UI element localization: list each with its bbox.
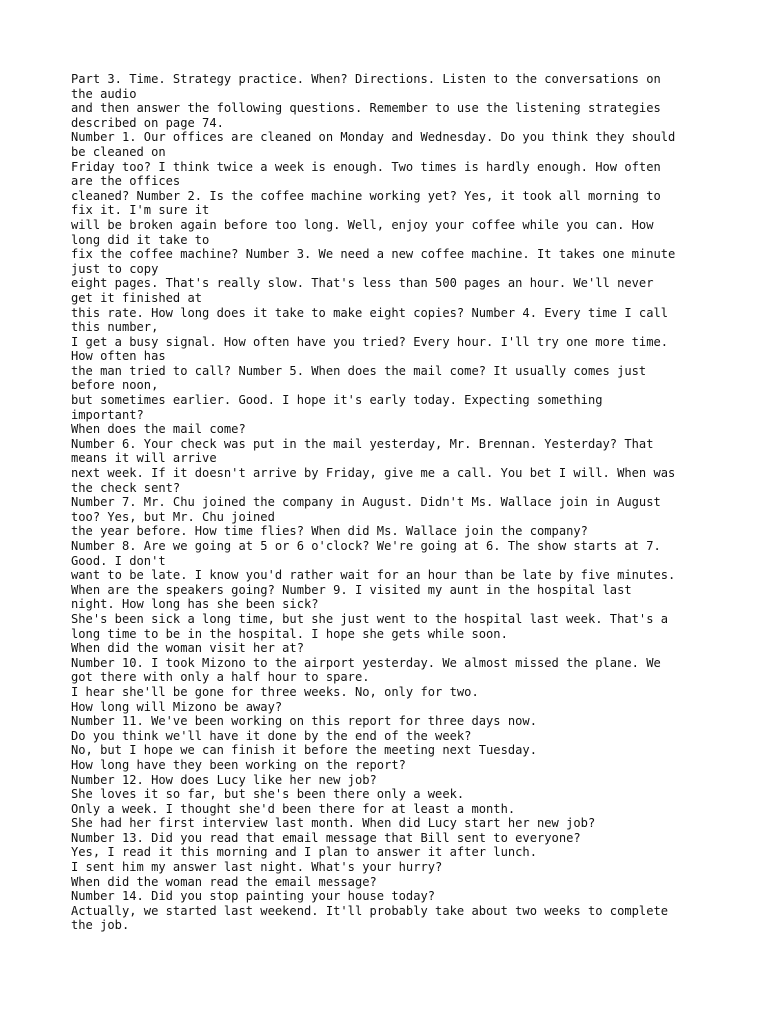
- text-line: I sent him my answer last night. What's your hurry?: [71, 860, 443, 875]
- text-line: just to copy: [71, 261, 159, 276]
- text-line: When are the speakers going? Number 9. I visited my aunt in the hospital last: [71, 582, 632, 597]
- text-line: Number 6. Your check was put in the mail yesterday, Mr. Brennan. Yesterday? That: [71, 436, 654, 451]
- text-line: Number 14. Did you stop painting your house today?: [71, 889, 436, 904]
- text-line: long time to be in the hospital. I hope she gets while soon.: [71, 626, 508, 641]
- text-line: Only a week. I thought she'd been there for at least a month.: [71, 801, 516, 816]
- text-line: important?: [71, 407, 144, 422]
- text-line: I get a busy signal. How often have you tried? Every hour. I'll try one more time.: [71, 334, 669, 349]
- text-line: Number 12. How does Lucy like her new job?: [71, 772, 377, 787]
- text-line: be cleaned on: [71, 144, 166, 159]
- text-line: I hear she'll be gone for three weeks. No, only for two.: [71, 684, 479, 699]
- text-line: are the offices: [71, 174, 181, 189]
- text-line: Good. I don't: [71, 553, 166, 568]
- text-line: want to be late. I know you'd rather wait for an hour than be late by five minutes.: [71, 568, 676, 583]
- text-line: this rate. How long does it take to make eight copies? Number 4. Every time I call: [71, 305, 669, 320]
- text-line: Number 10. I took Mizono to the airport yesterday. We almost missed the plane. We: [71, 655, 661, 670]
- text-line: Actually, we started last weekend. It'll probably take about two weeks to complete: [71, 903, 669, 918]
- text-line: When does the mail come?: [71, 422, 246, 437]
- text-line: means it will arrive: [71, 451, 217, 466]
- text-line: Number 13. Did you read that email message that Bill sent to everyone?: [71, 830, 581, 845]
- text-line: eight pages. That's really slow. That's less than 500 pages an hour. We'll never: [71, 276, 654, 291]
- text-line: before noon,: [71, 378, 159, 393]
- text-line: She's been sick a long time, but she just went to the hospital last week. That's a: [71, 611, 669, 626]
- text-line: too? Yes, but Mr. Chu joined: [71, 509, 275, 524]
- text-line: How long will Mizono be away?: [71, 699, 283, 714]
- text-line: get it finished at: [71, 290, 203, 305]
- text-line: fix it. I'm sure it: [71, 203, 210, 218]
- text-line: When did the woman read the email message?: [71, 874, 377, 889]
- text-line: the audio: [71, 86, 137, 101]
- text-line: and then answer the following questions. Remember to use the listening strategies: [71, 101, 661, 116]
- text-line: She had her first interview last month. When did Lucy start her new job?: [71, 816, 596, 831]
- document-text: [71, 72, 711, 933]
- text-line: When did the woman visit her at?: [71, 641, 304, 656]
- text-line: cleaned? Number 2. Is the coffee machine working yet? Yes, it took all morning to: [71, 188, 661, 203]
- text-line: night. How long has she been sick?: [71, 597, 319, 612]
- text-line: long did it take to: [71, 232, 210, 247]
- text-line: the job.: [71, 918, 130, 933]
- text-line: Number 8. Are we going at 5 or 6 o'clock? We're going at 6. The show starts at 7.: [71, 539, 661, 553]
- text-line: Do you think we'll have it done by the end of the week?: [71, 728, 472, 743]
- text-line: Number 11. We've been working on this report for three days now.: [71, 714, 537, 729]
- text-line: but sometimes earlier. Good. I hope it's early today. Expecting something: [71, 393, 603, 408]
- text-line: fix the coffee machine? Number 3. We need a new coffee machine. It takes one minute: [71, 247, 676, 262]
- text-line: Friday too? I think twice a week is enough. Two times is hardly enough. How often: [71, 159, 661, 174]
- text-line: described on page 74.: [71, 115, 224, 130]
- text-line: the year before. How time flies? When did Ms. Wallace join the company?: [71, 524, 588, 539]
- text-line: will be broken again before too long. Well, enjoy your coffee while you can. How: [71, 217, 654, 232]
- text-line: Number 7. Mr. Chu joined the company in August. Didn't Ms. Wallace join in August: [71, 495, 661, 510]
- text-line: the check sent?: [71, 480, 181, 495]
- text-line: this number,: [71, 320, 159, 335]
- text-line: Number 1. Our offices are cleaned on Monday and Wednesday. Do you think they should: [71, 130, 676, 145]
- text-line: Part 3. Time. Strategy practice. When? Directions. Listen to the conversations on: [71, 72, 661, 86]
- text-line: How often has: [71, 349, 166, 364]
- text-line: She loves it so far, but she's been there only a week.: [71, 787, 465, 802]
- text-line: How long have they been working on the report?: [71, 757, 406, 772]
- text-line: Yes, I read it this morning and I plan to answer it after lunch.: [71, 845, 537, 860]
- text-line: next week. If it doesn't arrive by Friday, give me a call. You bet I will. When was: [71, 466, 676, 481]
- text-line: the man tried to call? Number 5. When does the mail come? It usually comes just: [71, 363, 647, 378]
- text-line: got there with only a half hour to spare.: [71, 670, 370, 685]
- text-line: No, but I hope we can finish it before the meeting next Tuesday.: [71, 743, 537, 758]
